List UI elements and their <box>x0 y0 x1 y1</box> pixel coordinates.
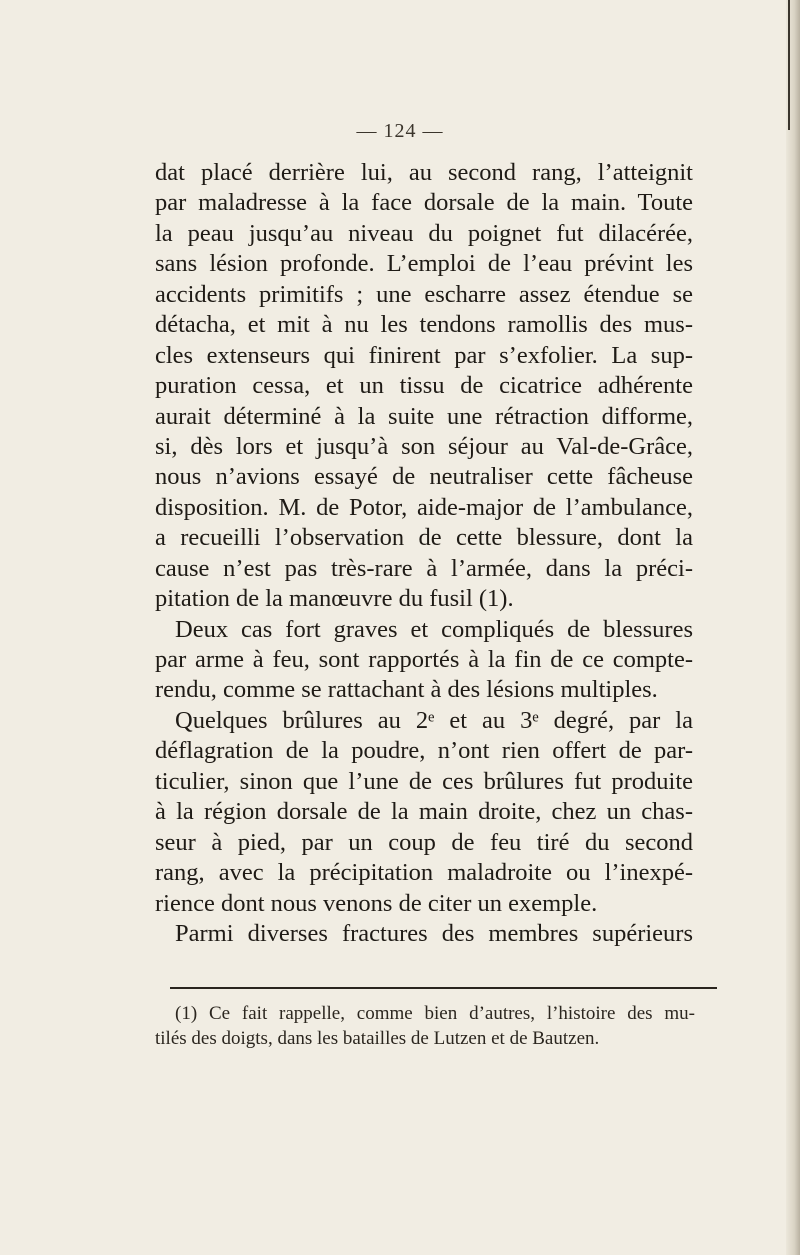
text-line: Deux cas fort graves et compliqués de blessures <box>175 615 693 643</box>
text-line: nous n’avions essayé de neutraliser cette fâcheuse <box>155 463 693 491</box>
footnote <box>155 1001 695 1051</box>
text-line: Quelques brûlures au 2ᵉ et au 3ᵉ degré, par la <box>175 706 693 734</box>
text-line: ticulier, sinon que l’une de ces brûlures fut produite <box>155 767 693 795</box>
text-line: déflagration de la poudre, n’ont rien offert de par- <box>155 737 693 765</box>
footnote-line: tilés des doigts, dans les batailles de Lutzen et de Bautzen. <box>155 1028 600 1049</box>
text-line: disposition. M. de Potor, aide-major de l’ambulance, <box>155 493 693 521</box>
text-line: accidents primitifs ; une escharre assez étendue se <box>155 280 693 308</box>
text-line: Parmi diverses fractures des membres supérieurs <box>175 919 693 947</box>
text-line: la peau jusqu’au niveau du poignet fut dilacérée, <box>155 219 693 247</box>
text-line: par maladresse à la face dorsale de la main. Toute <box>155 189 693 217</box>
text-line: rendu, comme se rattachant à des lésions multiples. <box>155 676 658 704</box>
footnote-line: (1) Ce fait rappelle, comme bien d’autres, l’histoire des mu- <box>175 1003 695 1024</box>
page-number: — 124 — <box>356 120 444 142</box>
text-line: pitation de la manœuvre du fusil (1). <box>155 585 514 613</box>
text-line: détacha, et mit à nu les tendons ramollis des mus- <box>155 311 693 339</box>
text-line: par arme à feu, sont rapportés à la fin de ce compte- <box>155 646 693 673</box>
footnote-divider <box>170 987 717 989</box>
text-line: rang, avec la précipitation maladroite ou l’inexpé- <box>155 859 693 887</box>
text-line: a recueilli l’observation de cette blessure, dont la <box>155 524 693 552</box>
text-line: dat placé derrière lui, au second rang, l’atteignit <box>155 159 693 186</box>
text-line: rience dont nous venons de citer un exemple. <box>155 889 598 917</box>
text-line: à la région dorsale de la main droite, chez un chas- <box>155 798 693 826</box>
text-line: si, dès lors et jusqu’à son séjour au Val-de-Grâce, <box>155 432 693 460</box>
text-line: seur à pied, par un coup de feu tiré du second <box>155 828 693 856</box>
body-text <box>155 158 693 949</box>
page-edge <box>786 0 800 1255</box>
text-line: cause n’est pas très-rare à l’armée, dans la préci- <box>155 554 693 582</box>
text-line: cles extenseurs qui finirent par s’exfolier. La sup- <box>155 341 693 369</box>
text-line: puration cessa, et un tissu de cicatrice adhérente <box>155 372 693 400</box>
text-line: aurait déterminé à la suite une rétraction difforme, <box>155 402 693 430</box>
text-line: sans lésion profonde. L’emploi de l’eau prévint les <box>155 250 693 278</box>
binding-edge-line <box>788 0 790 130</box>
